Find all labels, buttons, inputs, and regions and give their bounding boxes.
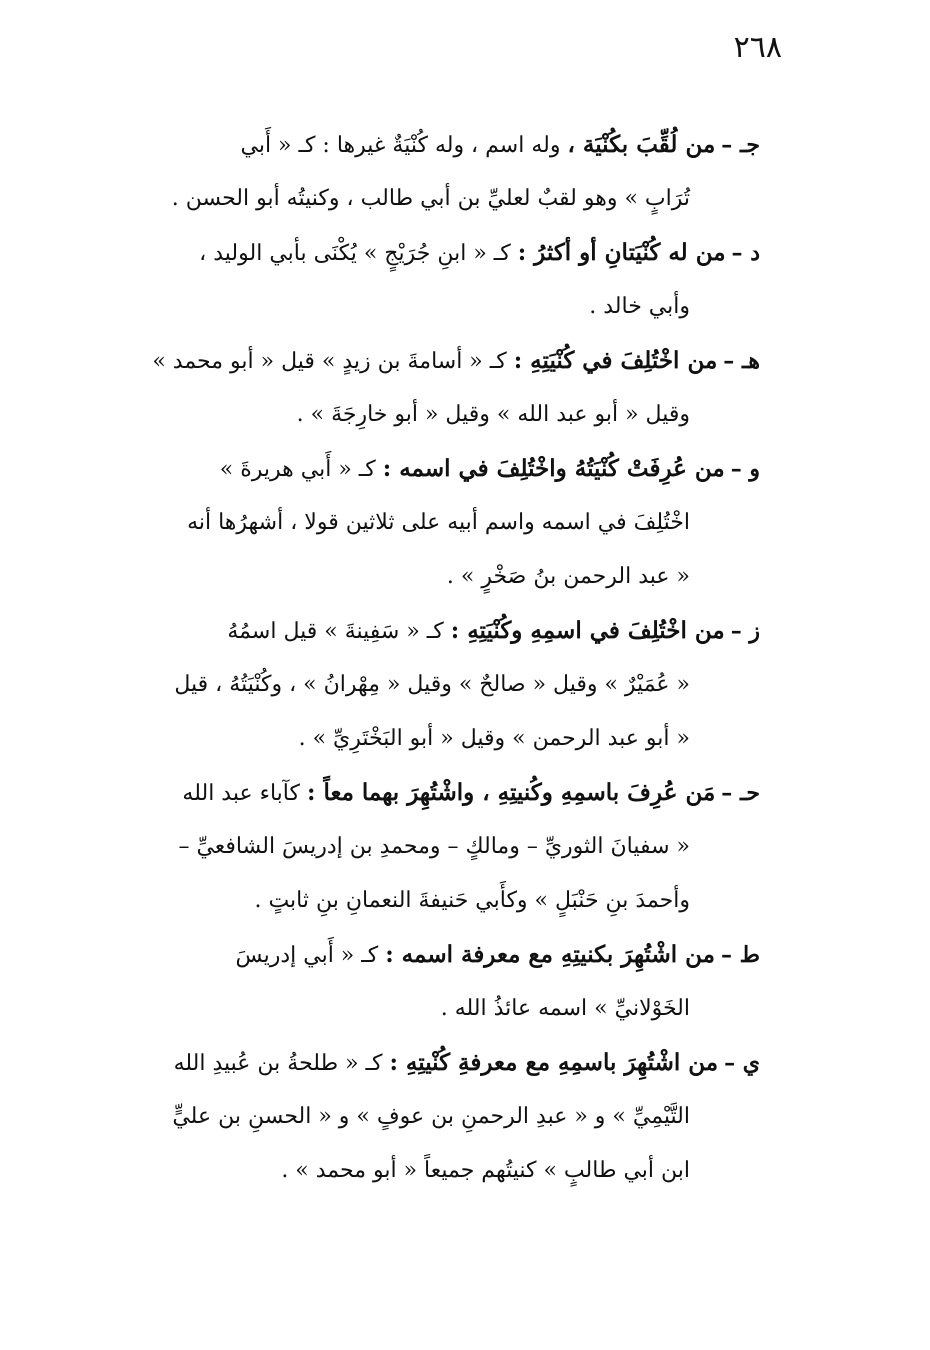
- text-line: الخَوْلانيِّ » اسمه عائذُ الله .: [440, 996, 690, 1021]
- section-jim: [120, 118, 760, 226]
- section-heading-line: [120, 604, 760, 658]
- section-marker: جـ –: [721, 132, 760, 158]
- section-title: من اشْتُهِرَ باسمِهِ مع معرفةِ كُنْيتِهِ :: [389, 1049, 719, 1076]
- section-waw: [120, 442, 760, 604]
- text-line: وقيل « أبو عبد الله » وقيل « أبو خارِجَةَ » .: [296, 402, 690, 427]
- section-heading-line: [120, 766, 760, 820]
- text-line: كـ « أَبي إدريسَ: [235, 943, 386, 968]
- text-line: كـ « طلحةُ بن عُبيدِ الله: [173, 1051, 390, 1076]
- text-line: وله اسم ، وله كُنْيَةٌ غيرها : كـ « أَبي: [240, 133, 568, 158]
- section-marker: ي –: [724, 1050, 760, 1076]
- text-line: وأبي خالد .: [589, 294, 690, 319]
- section-hha: [120, 766, 760, 928]
- section-tta: [120, 928, 760, 1036]
- document-body: [120, 118, 760, 1198]
- section-title: من لُقِّبَ بكُنْيَة ،: [567, 131, 716, 158]
- section-marker: ز –: [730, 618, 760, 644]
- section-heading-line: [120, 928, 760, 982]
- section-title: من اخْتُلِفَ في اسمِهِ وكُنْيَتِهِ :: [450, 617, 725, 644]
- section-title: من اخْتُلِفَ في كُنْيَتِهِ :: [513, 347, 718, 374]
- section-title: من اشْتُهِرَ بكنيتِهِ مع معرفة اسمه :: [385, 941, 715, 968]
- text-line: اخْتُلِفَ في اسمه واسم أبيه على ثلاثين قولا ، أشهرُها أنه: [187, 510, 690, 535]
- text-line: كـ « أسامةَ بن زيدٍ » قيل « أبو محمد »: [152, 349, 514, 374]
- section-heading-line: [120, 118, 760, 172]
- text-line: التَّيْمِيِّ » و « عبدِ الرحمنِ بن عوفٍ » و « الحسنِ بن عليٍّ: [172, 1104, 690, 1129]
- page-number: ٢٦٨: [733, 30, 782, 65]
- section-heading-line: [120, 334, 760, 388]
- section-marker: هـ –: [723, 348, 760, 374]
- section-heading-line: [120, 1036, 760, 1090]
- text-line: كـ « سَفِينةَ » قيل اسمُهُ: [227, 619, 451, 644]
- section-dal: [120, 226, 760, 334]
- section-ya: [120, 1036, 760, 1198]
- text-line: « عُمَيْرٌ » وقيل « صالحٌ » وقيل « مِهْرانُ » ، وكُنْيَتُهُ ، قيل: [174, 672, 690, 697]
- text-line: تُرَابٍ » وهو لقبٌ لعليِّ بن أبي طالب ، وكنيتُه أبو الحسن .: [171, 186, 690, 211]
- text-line: كـ « أَبي هريرةَ »: [219, 457, 383, 482]
- section-title: مَن عُرِفَ باسمِهِ وكُنيتِهِ ، واشْتُهِرَ بهما معاً :: [306, 779, 716, 806]
- section-heading-line: [120, 226, 760, 280]
- section-title: من له كُنْيَتانِ أو أكثرُ :: [517, 239, 726, 266]
- text-line: « سفيانَ الثوريِّ – ومالكٍ – ومحمدِ بن إدريسَ الشافعيِّ –: [178, 834, 690, 859]
- section-marker: ط –: [720, 942, 760, 968]
- section-ha: [120, 334, 760, 442]
- section-heading-line: [120, 442, 760, 496]
- section-title: من عُرِفَتْ كُنْيَتُهُ واخْتُلِفَ في اسمه :: [382, 455, 725, 482]
- text-line: كآباء عبد الله: [182, 781, 307, 806]
- section-marker: حـ –: [721, 780, 760, 806]
- section-marker: و –: [730, 456, 760, 482]
- text-line: « أبو عبد الرحمن » وقيل « أبو البَخْتَرِيِّ » .: [298, 726, 690, 751]
- text-line: وأحمدَ بنِ حَنْبَلٍ » وكأَبي حَنيفةَ النعمانِ بنِ ثابتٍ .: [254, 888, 690, 913]
- section-marker: د –: [731, 240, 760, 266]
- text-line: كـ « ابنِ جُرَيْجٍ » يُكْنَى بأبي الوليد ،: [199, 241, 518, 266]
- text-line: ابن أبي طالبٍ » كنيتُهم جميعاً « أبو محمد » .: [281, 1158, 690, 1183]
- section-zay: [120, 604, 760, 766]
- text-line: « عبد الرحمن بنُ صَخْرٍ » .: [446, 564, 690, 589]
